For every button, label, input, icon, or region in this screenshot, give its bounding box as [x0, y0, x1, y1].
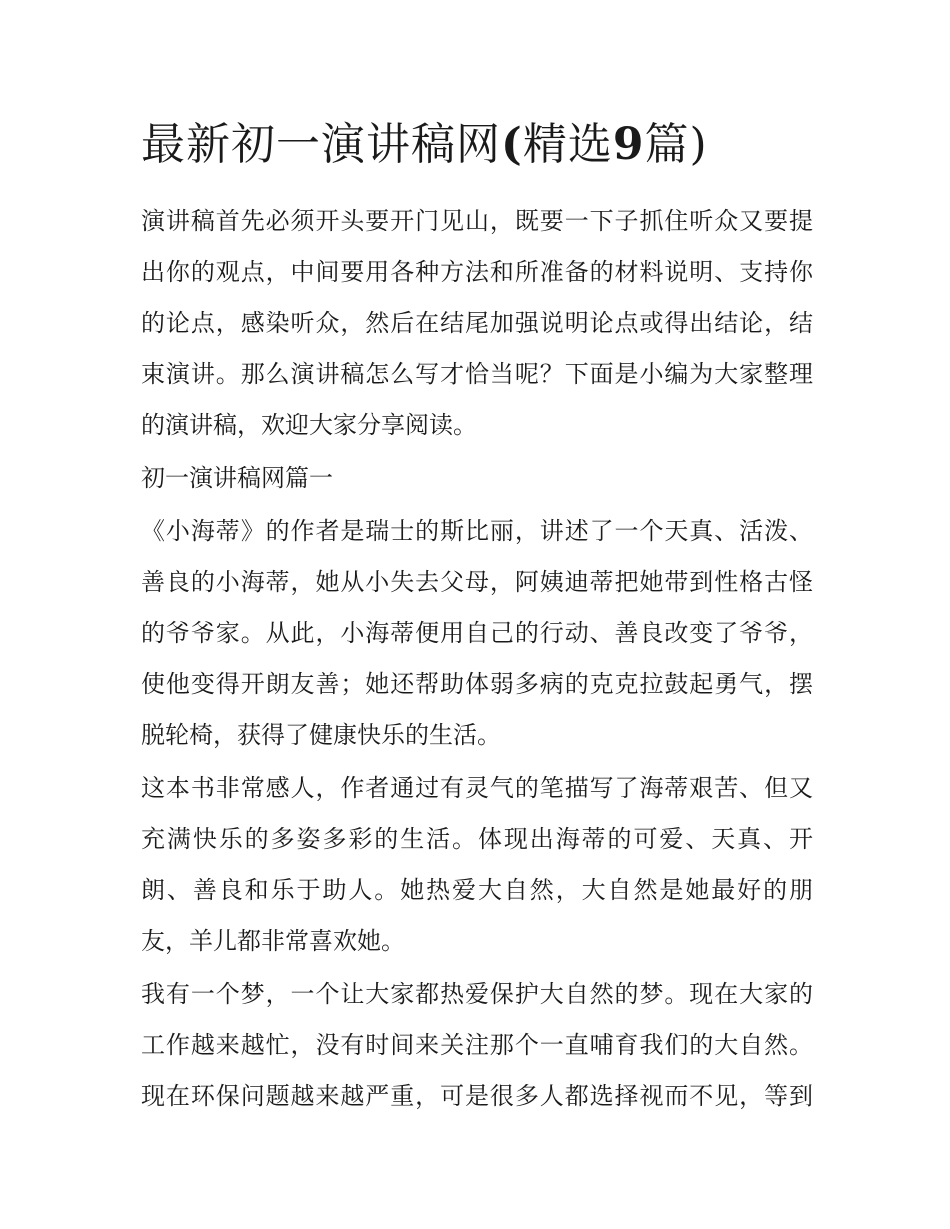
text-line: 脱轮椅，获得了健康快乐的生活。 — [141, 721, 501, 749]
title-text-end: 篇) — [644, 119, 708, 170]
intro-paragraph — [141, 196, 813, 451]
text-line: 善良的小海蒂，她从小失去父母，阿姨迪蒂把她带到性格古怪 — [141, 568, 813, 596]
text-line: 束演讲。那么演讲稿怎么写才恰当呢？下面是小编为大家整理 — [141, 360, 813, 388]
text-line: 的爷爷家。从此，小海蒂便用自己的行动、善良改变了爷爷， — [141, 619, 813, 647]
body-paragraph — [141, 969, 813, 1122]
title-text: 最新初一演讲稿网 — [141, 119, 501, 170]
text-line: 出你的观点，中间要用各种方法和所准备的材料说明、支持你 — [141, 258, 813, 286]
title-text-selected: 精选 — [522, 119, 613, 170]
text-line: 这本书非常感人，作者通过有灵气的笔描写了海蒂艰苦、但又 — [141, 774, 813, 802]
title-paren-open: ( — [501, 119, 523, 170]
text-line: 使他变得开朗友善；她还帮助体弱多病的克克拉鼓起勇气，摆 — [141, 670, 813, 698]
text-line: 工作越来越忙，没有时间来关注那个一直哺育我们的大自然。 — [141, 1031, 813, 1059]
text-line: 现在环保问题越来越严重，可是很多人都选择视而不见，等到 — [141, 1082, 813, 1110]
text-line: 我有一个梦，一个让大家都热爱保护大自然的梦。现在大家的 — [141, 980, 813, 1008]
section-heading — [141, 453, 813, 504]
body-paragraph — [141, 506, 813, 761]
document-page — [141, 112, 813, 1124]
title-count: 9 — [612, 119, 645, 170]
text-line: 初一演讲稿网篇一 — [141, 464, 333, 492]
text-line: 的论点，感染听众，然后在结尾加强说明论点或得出结论，结 — [141, 309, 813, 337]
text-line: 《小海蒂》的作者是瑞士的斯比丽，讲述了一个天真、活泼、 — [141, 517, 813, 545]
page-title — [141, 112, 813, 178]
text-line: 演讲稿首先必须开头要开门见山，既要一下子抓住听众又要提 — [141, 207, 813, 235]
text-line: 朗、善良和乐于助人。她热爱大自然，大自然是她最好的朋 — [141, 876, 813, 904]
text-line: 友，羊儿都非常喜欢她。 — [141, 927, 405, 955]
text-line: 的演讲稿，欢迎大家分享阅读。 — [141, 411, 477, 439]
body-paragraph — [141, 763, 813, 967]
text-line: 充满快乐的多姿多彩的生活。体现出海蒂的可爱、天真、开 — [141, 825, 813, 853]
